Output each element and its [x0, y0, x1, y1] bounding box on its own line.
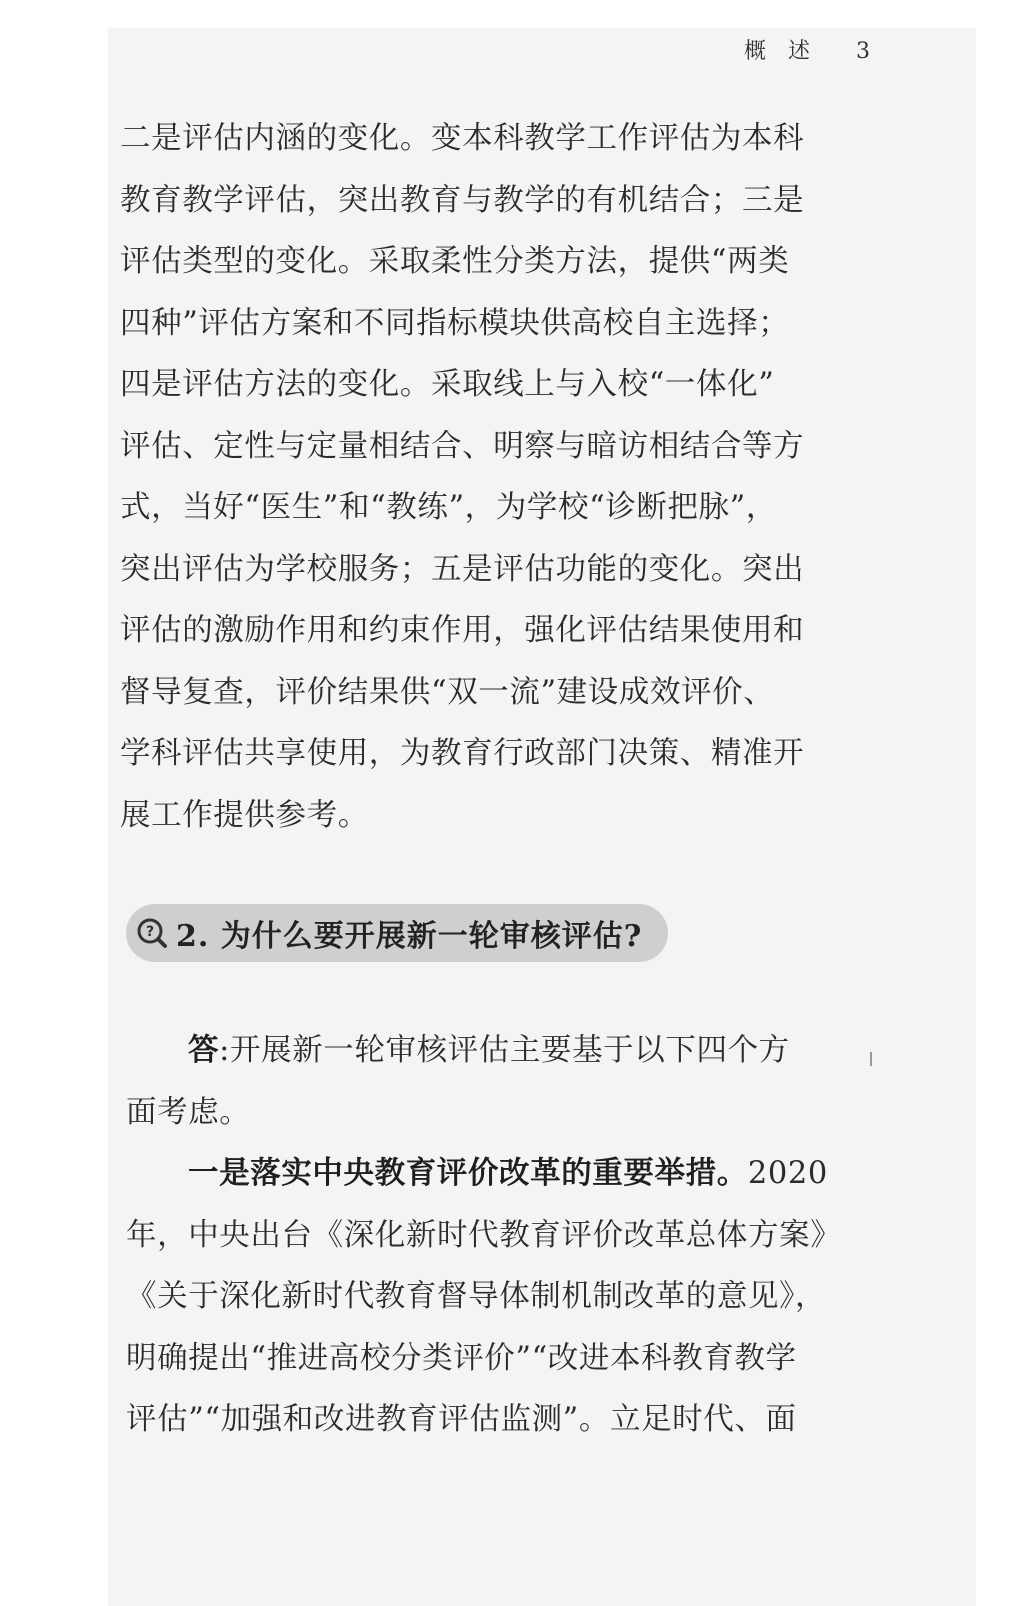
text-line: 督导复查，评价结果供“双一流”建设成效评价、 — [120, 674, 775, 710]
text-line: 四种”评估方案和不同指标模块供高校自主选择； — [120, 305, 790, 341]
question-title: 2. 为什么要开展新一轮审核评估? — [176, 919, 643, 954]
text-line: 教育教学评估，突出教育与教学的有机结合；三是 — [120, 182, 805, 218]
svg-text:?: ? — [145, 924, 155, 940]
text-line: 四是评估方法的变化。采取线上与入校“一体化” — [120, 367, 775, 402]
point-one-heading: 一是落实中央教育评价改革的重要举措。 — [188, 1155, 748, 1191]
scan-artifact — [870, 1052, 872, 1066]
page-number: 3 — [856, 39, 870, 64]
text-line: 二是评估内涵的变化。变本科教学工作评估为本科 — [120, 121, 805, 156]
paragraph-continued — [120, 108, 832, 846]
text-line: 展工作提供参考。 — [120, 797, 369, 833]
answer-section — [126, 1020, 842, 1451]
text-line: 年，中央出台《深化新时代教育评价改革总体方案》 — [126, 1217, 842, 1253]
answer-first-line — [126, 1020, 838, 1082]
text-line: 评估类型的变化。采取柔性分类方法，提供“两类 — [120, 244, 790, 279]
question-magnifier-icon — [136, 917, 168, 949]
text-line: 突出评估为学校服务；五是评估功能的变化。突出 — [120, 551, 805, 587]
text-line: 评估的激励作用和约束作用，强化评估结果使用和 — [120, 613, 805, 648]
text-line: 面考虑。 — [126, 1094, 251, 1130]
answer-intro: :开展新一轮审核评估主要基于以下四个方 — [219, 1033, 790, 1068]
text-line: 学科评估共享使用，为教育行政部门决策、精准开 — [120, 736, 805, 771]
running-header — [744, 34, 870, 65]
text-line: 式，当好“医生”和“教练”，为学校“诊断把脉”， — [120, 490, 777, 525]
chapter-title: 概 述 — [743, 39, 810, 64]
text-line: 评估、定性与定量相结合、明察与暗访相结合等方 — [120, 428, 805, 464]
year-text: 2020 — [747, 1156, 828, 1191]
text-line: 评估”“加强和改进教育评估监测”。立足时代、面 — [126, 1402, 797, 1437]
text-line: 《关于深化新时代教育督导体制机制改革的意见》， — [126, 1279, 827, 1314]
text-line: 明确提出“推进高校分类评价”“改进本科教育教学 — [126, 1340, 797, 1376]
answer-label: 答 — [188, 1032, 220, 1068]
point-one-line — [126, 1143, 838, 1205]
question-heading — [126, 904, 668, 962]
